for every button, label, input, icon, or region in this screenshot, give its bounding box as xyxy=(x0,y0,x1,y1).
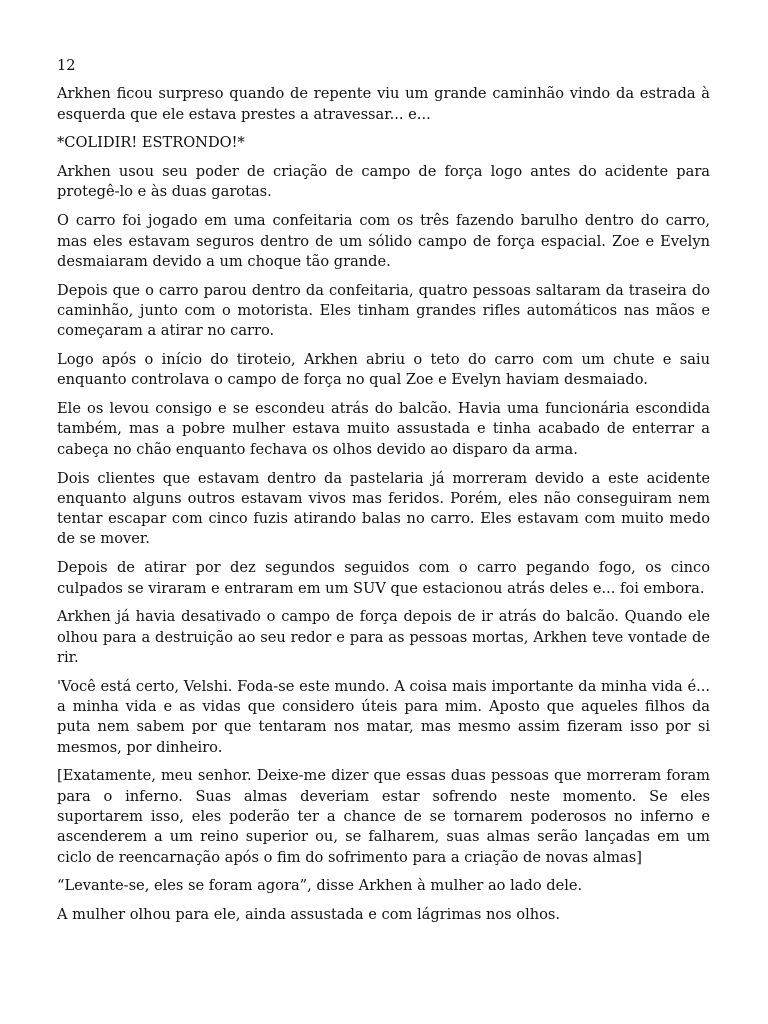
paragraph-5: Depois que o carro parou dentro da confeitaria, quatro pessoas saltaram da traseira do caminhão, junto com o motorista. Eles tinham grandes rifles automáticos nas mãos e começaram a atirar no carro. xyxy=(57,281,710,340)
paragraph-7: Ele os levou consigo e se escondeu atrás do balcão. Havia uma funcionária escondida também, mas a pobre mulher estava muito assustada e tinha acabado de enterrar a cabeça no chão enquanto fechava os olhos devido ao disparo da arma. xyxy=(57,400,710,458)
paragraph-11: 'Você está certo, Velshi. Foda-se este mundo. A coisa mais importante da minha vida é... a minha vida e as vidas que considero úteis para mim. Aposto que aqueles filhos da puta nem sabem por que tentaram nos matar, mas mesmo assim fizeram isso por si mesmos, por dinheiro. xyxy=(57,677,710,756)
paragraph-6: Logo após o início do tiroteio, Arkhen abriu o teto do carro com um chute e saiu enquanto controlava o campo de força no qual Zoe e Evelyn haviam desmaiado. xyxy=(57,351,710,389)
paragraph-10: Arkhen já havia desativado o campo de força depois de ir atrás do balcão. Quando ele olhou para a destruição ao seu redor e para as pessoas mortas, Arkhen teve vontade de rir. xyxy=(57,608,710,666)
paragraph-8: Dois clientes que estavam dentro da pastelaria já morreram devido a este acidente enquanto alguns outros estavam vivos mas feridos. Porém, eles não conseguiram nem tentar escapar com cinco fuzis atirando balas no carro. Eles estavam com muito medo de se mover. xyxy=(57,469,710,548)
paragraph-3: Arkhen usou seu poder de criação de campo de força logo antes do acidente para protegê-lo e às duas garotas. xyxy=(57,163,710,201)
paragraph-14: A mulher olhou para ele, ainda assustada e com lágrimas nos olhos. xyxy=(57,906,561,924)
paragraph-9: Depois de atirar por dez segundos seguidos com o carro pegando fogo, os cinco culpados se viraram e entraram em um SUV que estacionou atrás deles e... foi embora. xyxy=(57,559,710,597)
paragraph-12: [Exatamente, meu senhor. Deixe-me dizer que essas duas pessoas que morreram foram para o inferno. Suas almas deveriam estar sofrendo neste momento. Se eles suportarem isso, eles poderão ter a chance de se tornarem poderosos no inferno e ascenderem a um reino superior ou, se falharem, suas almas serão lançadas em um ciclo de reencarnação após o fim do sofrimento para a criação de novas almas] xyxy=(57,767,710,866)
page-number: 12 xyxy=(57,57,76,74)
paragraph-1: Arkhen ficou surpreso quando de repente viu um grande caminhão vindo da estrada à esquerda que ele estava prestes a atravessar... e... xyxy=(57,85,710,123)
paragraph-13: “Levante-se, eles se foram agora”, disse Arkhen à mulher ao lado dele. xyxy=(57,877,583,895)
document-page xyxy=(57,56,710,934)
paragraph-2: *COLIDIR! ESTRONDO!* xyxy=(57,134,245,152)
paragraph-4: O carro foi jogado em uma confeitaria com os três fazendo barulho dentro do carro, mas eles estavam seguros dentro de um sólido campo de força espacial. Zoe e Evelyn desmaiaram devido a um choque tão grande. xyxy=(57,212,710,270)
